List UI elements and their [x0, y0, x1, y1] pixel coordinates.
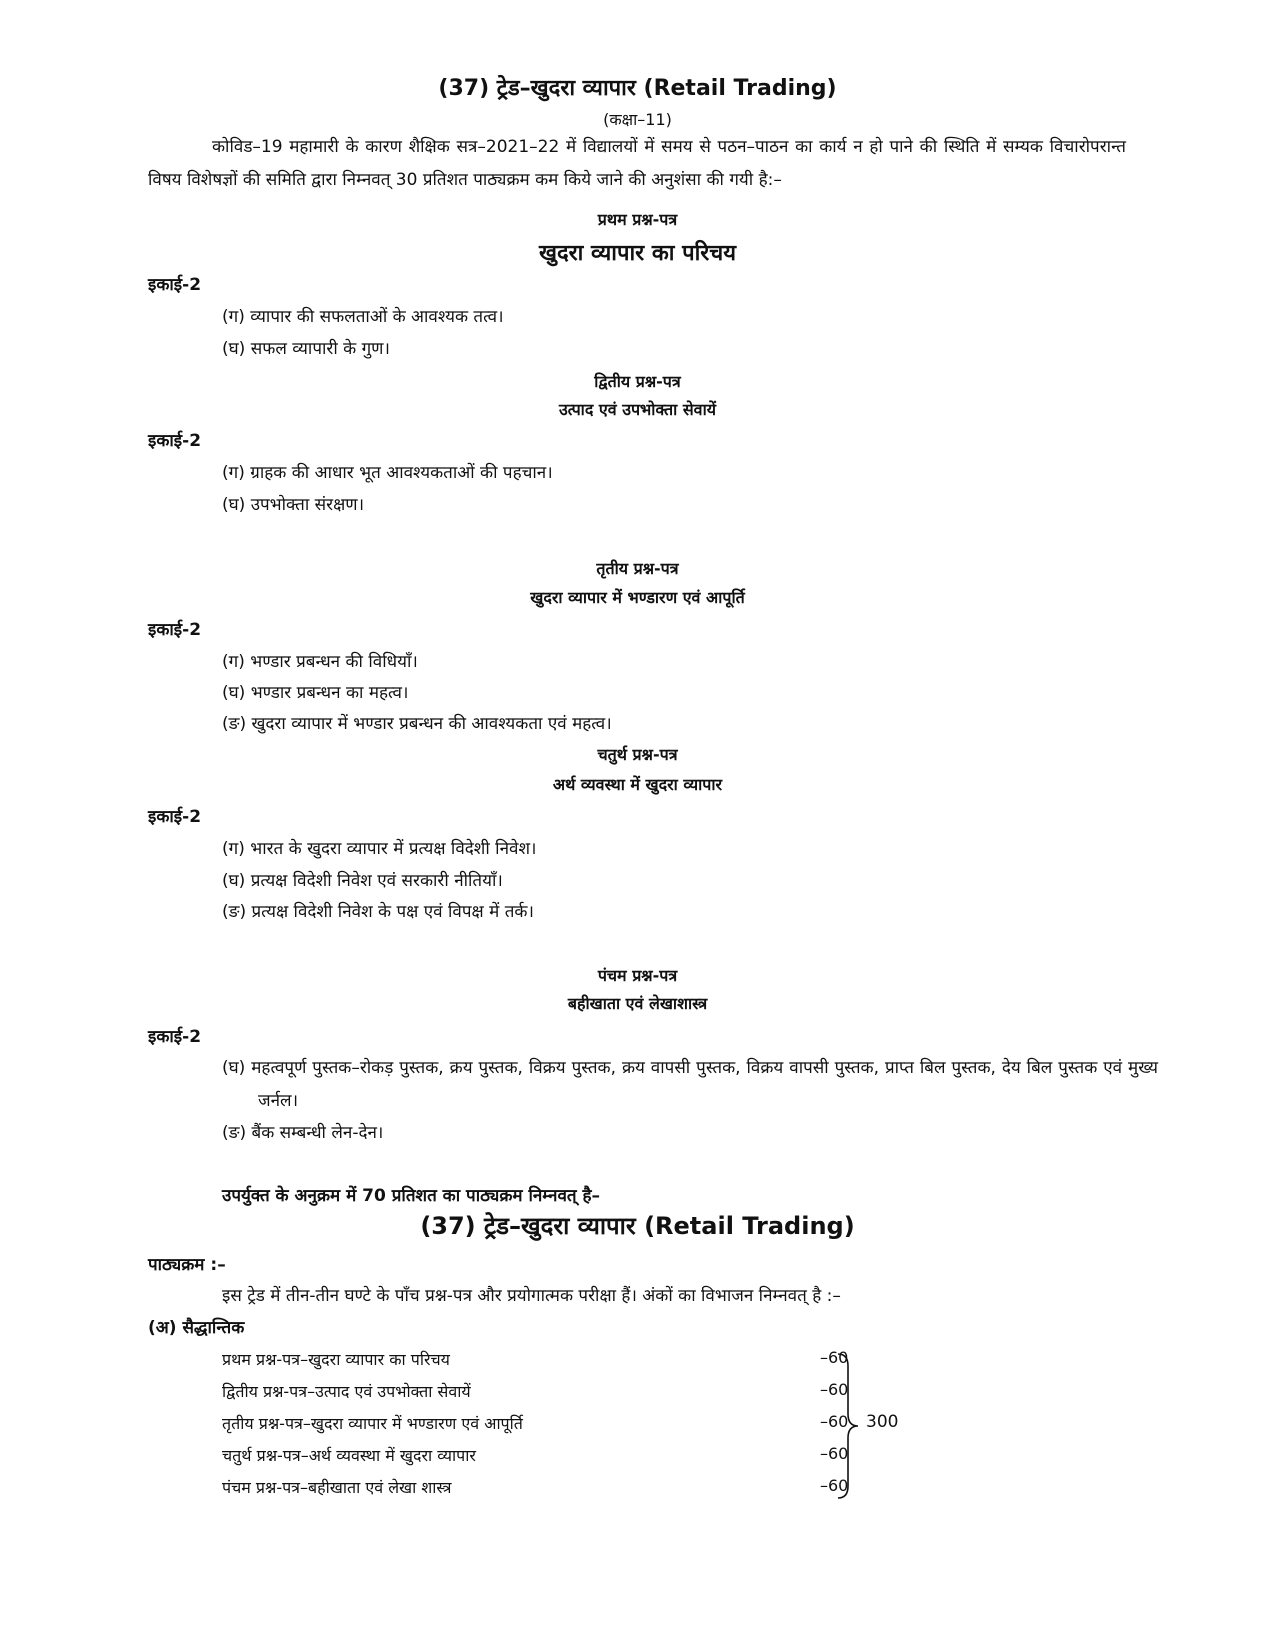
theory-section-label: (अ) सैद्धान्तिक: [148, 1318, 245, 1338]
marks-row-value: –60: [820, 1412, 849, 1431]
paper-5-item: (ङ) बैंक सम्बन्धी लेन-देन।: [222, 1123, 384, 1143]
marks-row-label: द्वितीय प्रश्न-पत्र–उत्पाद एवं उपभोक्ता सेवायें: [222, 1382, 471, 1401]
paper-4-subject: अर्थ व्यवस्था में खुदरा व्यापार: [552, 775, 723, 794]
paper-3-unit: इकाई-2: [148, 620, 202, 640]
marks-row-label: तृतीय प्रश्न-पत्र–खुदरा व्यापार में भण्डारण एवं आपूर्ति: [222, 1414, 523, 1433]
paper-5-item: (घ) महत्वपूर्ण पुस्तक–रोकड़ पुस्तक, क्रय पुस्तक, विक्रय पुस्तक, क्रय वापसी पुस्तक, विक्रय वापसी पुस्तक, प्राप्त बिल पुस्तक, देय बिल पुस्तक एवं मुख्य जर्नल।: [222, 1058, 1158, 1111]
syllabus-lead: उपर्युक्त के अनुक्रम में 70 प्रतिशत का पाठ्यक्रम निम्नवत् है–: [222, 1186, 601, 1206]
right-curly-brace: [836, 1352, 862, 1500]
intro-paragraph: कोविड–19 महामारी के कारण शैक्षिक सत्र–2021–22 में विद्यालयों में समय से पठन–पाठन का कार्य न हो पाने की स्थिति में सम्यक विचारोपरान्त विषय विशेषज्ञों की समिति द्वारा निम्नवत् 30 प्रतिशत पाठ्यक्रम कम किये जाने की अनुशंसा की गयी है:–: [148, 137, 1126, 190]
paper-3-item: (ग) भण्डार प्रबन्धन की विधियाँ।: [222, 652, 418, 672]
marks-row-value: –60: [820, 1444, 849, 1463]
marks-row-value: –60: [820, 1476, 849, 1495]
theory-total: 300: [866, 1412, 899, 1432]
paper-4-item: (घ) प्रत्यक्ष विदेशी निवेश एवं सरकारी नीतियाँ।: [222, 871, 503, 891]
paper-1-unit: इकाई-2: [148, 275, 202, 295]
syllabus-title: (37) ट्रेड–खुदरा व्यापार (Retail Trading): [420, 1212, 855, 1240]
paper-2-subject: उत्पाद एवं उपभोक्ता सेवायें: [558, 400, 716, 419]
marks-row-label: प्रथम प्रश्न-पत्र–खुदरा व्यापार का परिचय: [222, 1350, 450, 1369]
paper-2-heading: द्वितीय प्रश्न-पत्र: [594, 372, 681, 391]
paper-1-heading: प्रथम प्रश्न-पत्र: [597, 210, 678, 229]
paper-3-heading: तृतीय प्रश्न-पत्र: [596, 559, 679, 578]
marks-row-label: चतुर्थ प्रश्न-पत्र–अर्थ व्यवस्था में खुदरा व्यापार: [222, 1446, 476, 1465]
paper-5-unit: इकाई-2: [148, 1027, 202, 1047]
paper-3-item: (घ) भण्डार प्रबन्धन का महत्व।: [222, 683, 409, 703]
marks-row-value: –60: [820, 1348, 849, 1367]
paper-2-unit: इकाई-2: [148, 431, 202, 451]
paper-3-subject: खुदरा व्यापार में भण्डारण एवं आपूर्ति: [530, 588, 745, 607]
syllabus-label: पाठ्यक्रम :–: [148, 1255, 226, 1275]
paper-2-item: (ग) ग्राहक की आधार भूत आवश्यकताओं की पहचान।: [222, 463, 553, 483]
paper-1-subject: खुदरा व्यापार का परिचय: [538, 241, 737, 266]
marks-row-value: –60: [820, 1380, 849, 1399]
document-title: (37) ट्रेड–खुदरा व्यापार (Retail Trading): [438, 76, 837, 101]
paper-5-subject: बहीखाता एवं लेखाशास्त्र: [567, 994, 708, 1013]
paper-4-heading: चतुर्थ प्रश्न-पत्र: [597, 745, 678, 764]
paper-4-item: (ग) भारत के खुदरा व्यापार में प्रत्यक्ष विदेशी निवेश।: [222, 839, 537, 859]
paper-2-item: (घ) उपभोक्ता संरक्षण।: [222, 495, 365, 515]
paper-4-item: (ङ) प्रत्यक्ष विदेशी निवेश के पक्ष एवं विपक्ष में तर्क।: [222, 902, 534, 922]
syllabus-description: इस ट्रेड में तीन-तीन घण्टे के पाँच प्रश्न-पत्र और प्रयोगात्मक परीक्षा हैं। अंकों का विभाजन निम्नवत् है :–: [222, 1286, 841, 1306]
paper-1-item: (ग) व्यापार की सफलताओं के आवश्यक तत्व।: [222, 307, 504, 327]
paper-5-heading: पंचम प्रश्न-पत्र: [597, 966, 678, 985]
paper-1-item: (घ) सफल व्यापारी के गुण।: [222, 339, 390, 359]
paper-4-unit: इकाई-2: [148, 807, 202, 827]
marks-row-label: पंचम प्रश्न-पत्र–बहीखाता एवं लेखा शास्त्र: [222, 1478, 452, 1497]
paper-3-item: (ङ) खुदरा व्यापार में भण्डार प्रबन्धन की आवश्यकता एवं महत्व।: [222, 714, 612, 734]
class-label: (कक्षा–11): [603, 110, 672, 129]
